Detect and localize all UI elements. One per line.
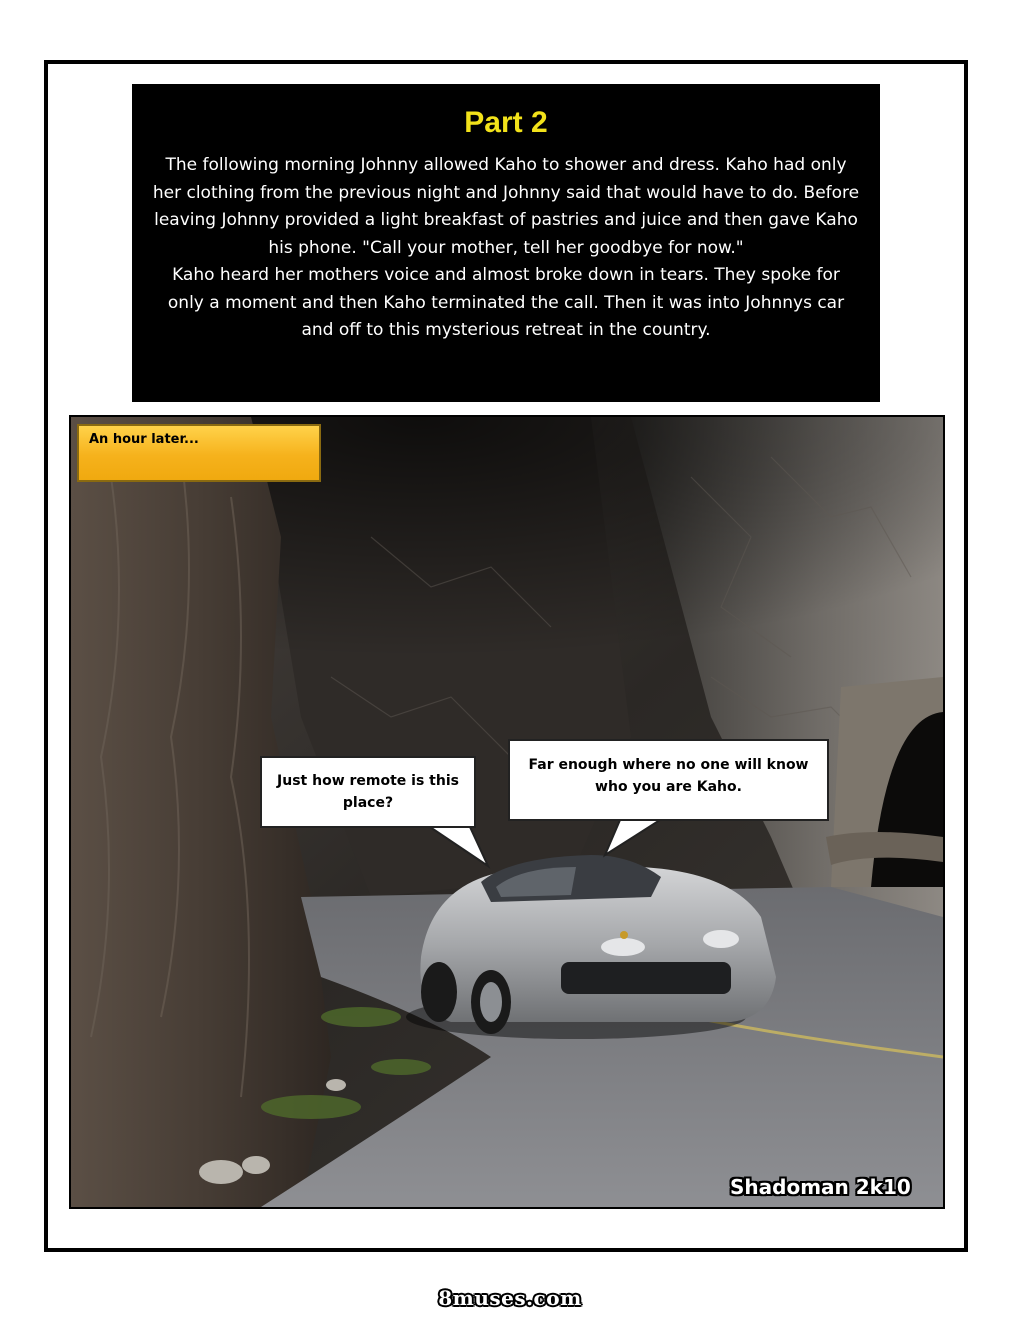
caption-title: Part 2 bbox=[464, 106, 548, 139]
speech-bubble-johnny: Far enough where no one will know who you are Kaho. bbox=[508, 739, 829, 821]
narration-box: An hour later... bbox=[77, 424, 321, 482]
caption-paragraph-2: Kaho heard her mothers voice and almost broke down in tears. They spoke for only a moment and then Kaho terminated the call. Then it was into Johnnys car and off to this mysterious retreat in the country. bbox=[167, 265, 845, 340]
speech-bubble-kaho: Just how remote is this place? bbox=[260, 756, 476, 828]
caption-body bbox=[152, 152, 860, 345]
site-watermark: 8muses.com bbox=[438, 1286, 582, 1310]
artist-signature: Shadoman 2k10 bbox=[730, 1175, 911, 1199]
caption-paragraph-1: The following morning Johnny allowed Kaho to shower and dress. Kaho had only her clothing from the previous night and Johnny said that would have to do. Before leaving Johnny provided a light breakfast of pastries and juice and then gave Kaho his phone. "Call your mother, tell her goodbye for now." bbox=[152, 155, 860, 258]
caption-box bbox=[132, 84, 880, 402]
